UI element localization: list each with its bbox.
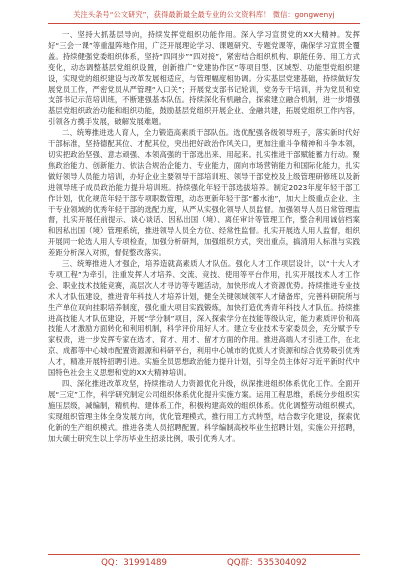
page-header: 关注头条号“公文研究”，获得最新最全最专业的公文资料库！ 微信：gongwenyj xyxy=(73,10,335,19)
page-footer xyxy=(48,558,360,569)
footer-qq: QQ：31991489 xyxy=(101,558,167,568)
footer-divider xyxy=(48,554,360,555)
paragraph-2: 二、统筹推进选人育人，全力锻造高素质干部队伍。选优配强各级领导班子，落实新时代好干部标准，坚持德配其位、才配其位，突出把好政治作风关口，更加注重斗争精神和斗争本领，切实把政治坚强、意志顽强、本领高强的干部选出来、用起来。扎实推进干部赋能蓄力行动。聚焦政治能力、创新能力、依法合规治企能力、专业能力，面向市场营销能力和国际化能力，扎实做好领导人员能力培训，办好企业主要领导干部培训班、领导干部党校及上级管理研修班以及新进领导班子成员政治能力提升培训班。持续强化年轻干部选拔培养。制定2023年度年轻干部工作计划，优化规范年轻干部专项职数管理，动态更新年轻干部“蓄水池”，加大上级重点企业、主干专业领域的优秀年轻干部的选配力度，从严从实强化领导人员监督。加强领导人员日常管理监督，扎实开展任前提示、谈心谈话、因私出国（境）、离任审计等管理工作，整合利用诚信档案和因私出国（境）管理系统，推进领导人员全方位、经常性监督。扎实开展选人用人监督，组织开展同一轮选人用人专项检查，加强分析研判，加强组织方式，突出重点，搞清用人标准与实践差距分析深入对照，督促整改落实。 xyxy=(48,128,360,258)
paragraph-3: 三、统筹推进人才强企，培养造就高素质人才队伍。强化人才工作项层设计，以“十大人才专项工程”为牵引，注重发挥人才培养、交流、竞技、使用等平台作用，扎实开展技术人才工作会、职业技术技能竞赛，高层次人才寻访等专题活动，加快形成人才资源优势。持续推进专业技术人才队伍建设，推进青年科技人才培养计划，健全关键领域领军人才储备库，完善科研院所与生产单位双向挂职培养制度，强化重大项目实践锻炼，加快打造优秀青年科技人才队伍。持续推进高技能人才队伍建设，开展“学分制”项目，深入探索学分在技能等级认定，能力素质评价和高技能人才激励方面转化和利用机制，科学评价用好人才。建立专业技术专家委员会，充分赋予专家权责，进一步发挥专家在选才、育才、用才、留才方面的作用。推进高端人才引进工作，在北京、成都等中心城市配置资源源和科研平台，利用中心城市的优质人才资源和综合优势吸引优秀人才，精准开展特招聘引进。实施全员思想政治能力提升计划，引导全员主体好习近平新时代中国特色社会主义思想和党的XX大精神培训。 xyxy=(48,259,360,378)
paragraph-4: 四、深化推进改革攻坚，持续推动人力资源优化升级，纵深推进组织体系优化工作。全面开展“三定”工作，科学研究制定公司组织体系优化提升实施方案。运用工程思维，系统分步组织实施压层级，减编制，精机构、建体系工作，积极构建高效的组织体系。优化调整劳动组织模式，实现组织管理主体全身发展方向，优化管理模式，推行用工方式转型，结合数字化建设，探索优化新的生产组织模式。推进各类人员招聘配置。科学编制高校毕业生招聘计划，实施公开招聘，加大硕士研究生以上学历毕业生招录比例，吸引优秀人才。 xyxy=(48,379,360,443)
header-divider xyxy=(48,23,360,24)
document-body xyxy=(48,30,360,444)
paragraph-1: 一、坚持大抓基层导向，持续发挥党组织功能作用。深入学习宣贯党的XX大精神。发挥好“三会一课”等重温阵地作用，广泛开展理论学习、课题研究、专题党课等，确保学习宣贯全覆盖。持续健强党委组织体系，坚持“四同步”“四对接”，紧密结合组织机构、职能任务、用工方式变化，动态调整基层党组织设置，创新推广“党建协作区”等项目型、区域型、功能型党组织建设，实现党的组织建设与改革发展相适应，与管理幅度相协调。分实基层党建基础，持续做好发展党员工作，严密党员从严管理“入口关”；开展党支部书记轮训，党务专干培训，并为党员和党支部书记示范培训班，不断建强基本队伍。持续深化有机融合，探索建立融合机制，进一步增强基层党组织政治功能和组织功能，鼓励基层党组织开展企业、金融共建，拓展党组织工作内容，引领各方携手发展，破解发展难题。 xyxy=(48,30,360,127)
footer-qq-group: QQ群：535304092 xyxy=(226,558,307,568)
